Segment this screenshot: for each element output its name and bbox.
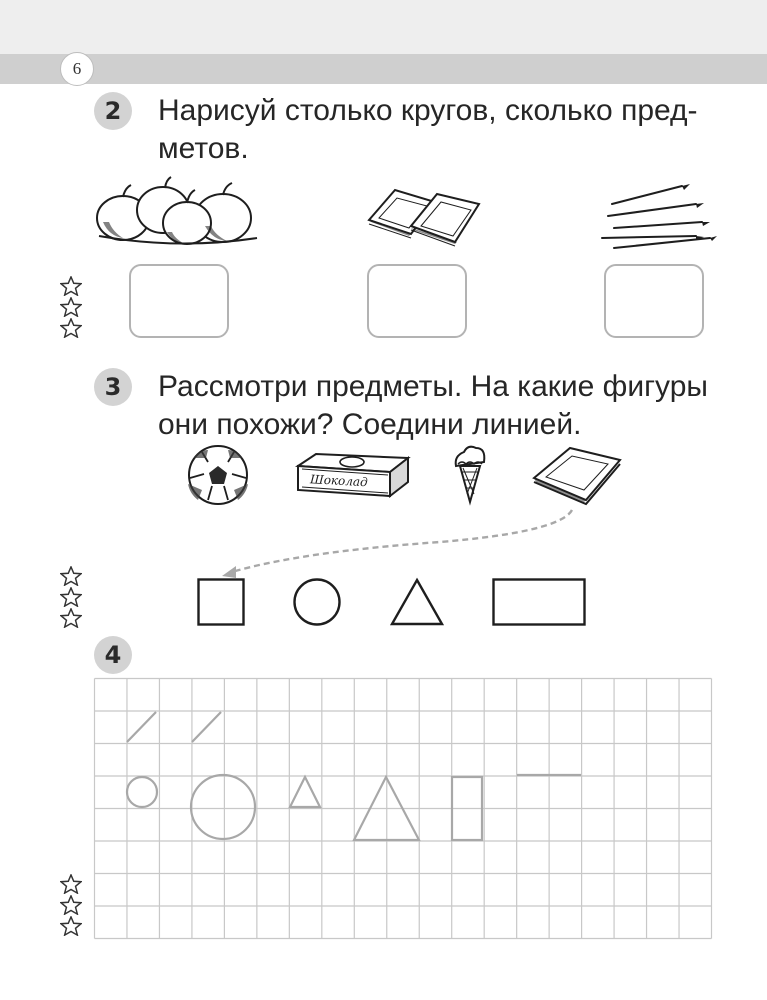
trace-triangle-small: [290, 777, 320, 807]
star-icon: [60, 608, 82, 628]
star-icon: [60, 916, 82, 936]
trace-line-2: [192, 712, 221, 742]
shape-triangle: [390, 578, 444, 626]
task-number-2: 2: [94, 92, 132, 130]
page-number: 6: [60, 52, 94, 86]
task-2-text: Нарисуй столько кругов, сколько пред-метов.: [158, 94, 698, 165]
star-icon: [60, 895, 82, 915]
practice-grid[interactable]: [94, 678, 712, 939]
trace-line-1: [127, 712, 156, 742]
difficulty-stars-task-4: [60, 874, 86, 937]
star-icon: [60, 566, 82, 586]
chocolate-label: Шоколад: [309, 472, 369, 490]
shape-circle: [293, 578, 341, 626]
trace-circle-large: [191, 775, 255, 839]
difficulty-stars-task-3: [60, 566, 86, 629]
star-icon: [60, 874, 82, 894]
task-number-4: 4: [94, 636, 132, 674]
shape-rectangle: [492, 578, 586, 626]
task-number-3: 3: [94, 368, 132, 406]
star-icon: [60, 587, 82, 607]
shape-square: [197, 578, 245, 626]
trace-circle-small: [127, 777, 157, 807]
task-3-text: Рассмотри предметы. На какие фигуры они похожи? Соедини линией.: [158, 370, 708, 441]
